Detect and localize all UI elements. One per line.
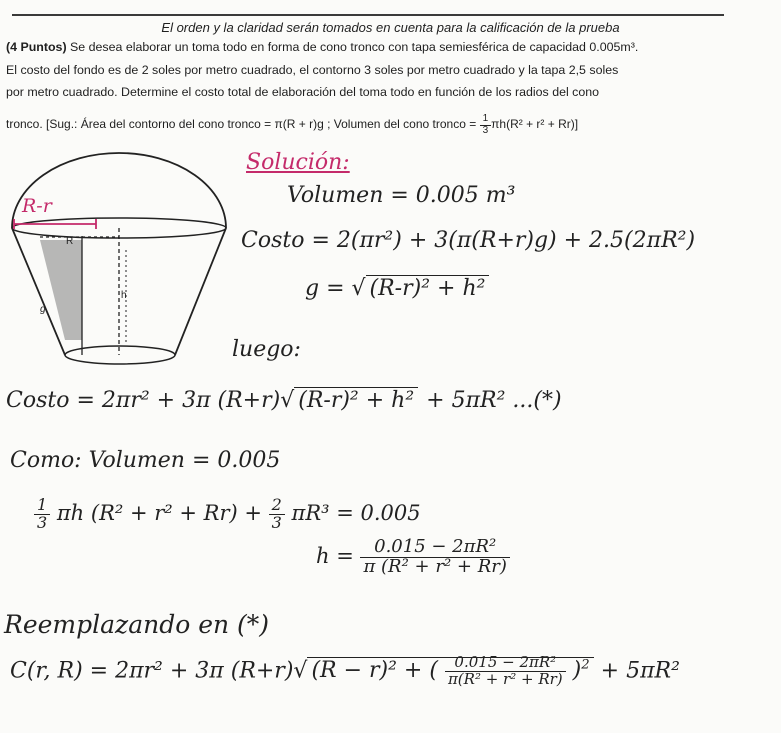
final-lhs: C(r, R) = 2πr² + 3π (R+r)√ (10, 658, 308, 684)
problem-text-4: tronco. [Sug.: Área del contorno del cono tronco = π(R + r)g ; Volumen del cono tronco = (6, 117, 480, 132)
problem-fraction (480, 114, 492, 136)
solution-como: Como: Volumen = 0.005 (10, 448, 281, 473)
final-fraction (445, 655, 566, 688)
h-lhs: h = (316, 543, 354, 568)
solution-reemplazando: Reemplazando en (*) (4, 610, 270, 639)
costo2-radicand: (R-r)² + h² (294, 387, 418, 413)
costo2-tail: + 5πR² ...(*) (426, 388, 562, 413)
final-frac-num: 0.015 − 2πR² (445, 655, 566, 672)
solution-h (316, 538, 510, 577)
final-exp: 2 (581, 657, 590, 673)
g-lhs: g = √ (305, 276, 366, 301)
problem-fraction-num: 1 (480, 114, 492, 126)
problem-line-2: El costo del fondo es de 2 soles por metro cuadrado, el contorno 3 soles por metro cuadrado y la tapa 2,5 soles (6, 63, 619, 77)
h-fraction (360, 538, 509, 577)
vol-tail: πR³ = 0.005 (291, 500, 421, 525)
vol-frac-2 (269, 497, 285, 532)
problem-line-1 (6, 40, 638, 54)
solution-costo-2 (6, 388, 562, 413)
vol-frac-2-num: 2 (269, 497, 285, 515)
costo2-lhs: Costo = 2πr² + 3π (R+r)√ (6, 388, 295, 413)
solution-costo: Costo = 2(πr²) + 3(π(R+r)g) + 2.5(2πR²) (241, 228, 696, 253)
solution-volume-eq (34, 497, 421, 532)
final-frac-den: π(R² + r² + Rr) (447, 669, 563, 688)
problem-text-4-tail: πh(R² + r² + Rr)] (491, 117, 579, 132)
solution-g (305, 276, 489, 301)
solution-title: Solución: (246, 150, 350, 175)
cone-figure (0, 140, 235, 385)
header-note: El orden y la claridad serán tomados en cuenta para la calificación de la prueba (161, 20, 620, 35)
vol-mid: πh (R² + r² + Rr) + (56, 500, 262, 525)
final-tail: + 5πR² (600, 658, 680, 684)
final-rad-a: (R − r)² + (311, 658, 423, 684)
label-R: R (66, 236, 74, 247)
problem-line-4 (6, 114, 578, 136)
label-g: g (40, 304, 46, 315)
vol-frac-1-den: 3 (37, 512, 48, 532)
label-R-minus-r: R-r (22, 195, 52, 217)
vol-frac-2-den: 3 (271, 512, 282, 532)
problem-line-3: por metro cuadrado. Determine el costo total de elaboración del toma todo en función de los radios del cono (6, 85, 600, 99)
h-num: 0.015 − 2πR² (360, 538, 509, 558)
vol-frac-1 (34, 497, 50, 532)
vol-frac-1-num: 1 (34, 497, 50, 515)
solution-final (10, 655, 680, 688)
problem-points: (4 Puntos) (6, 40, 67, 54)
top-rule (12, 14, 724, 16)
right-slant (175, 228, 226, 355)
final-radicand: (R − r)² + ( $\frac{\text{0.015 − 2πR²}}{\text{π(R² + r² + Rr)}}$ )$^2$ (307, 657, 593, 683)
solution-luego: luego: (232, 337, 301, 362)
shaded-triangle (40, 240, 82, 340)
label-h: h (121, 290, 127, 301)
h-den: π (R² + r² + Rr) (363, 555, 507, 577)
problem-text-1: Se desea elaborar un toma todo en forma de cono tronco con tapa semiesférica de capacidad 0.005m³. (66, 40, 639, 54)
problem-fraction-den: 3 (482, 124, 489, 136)
g-radicand: (R-r)² + h² (366, 275, 490, 301)
solution-volumen: Volumen = 0.005 m³ (287, 183, 516, 208)
